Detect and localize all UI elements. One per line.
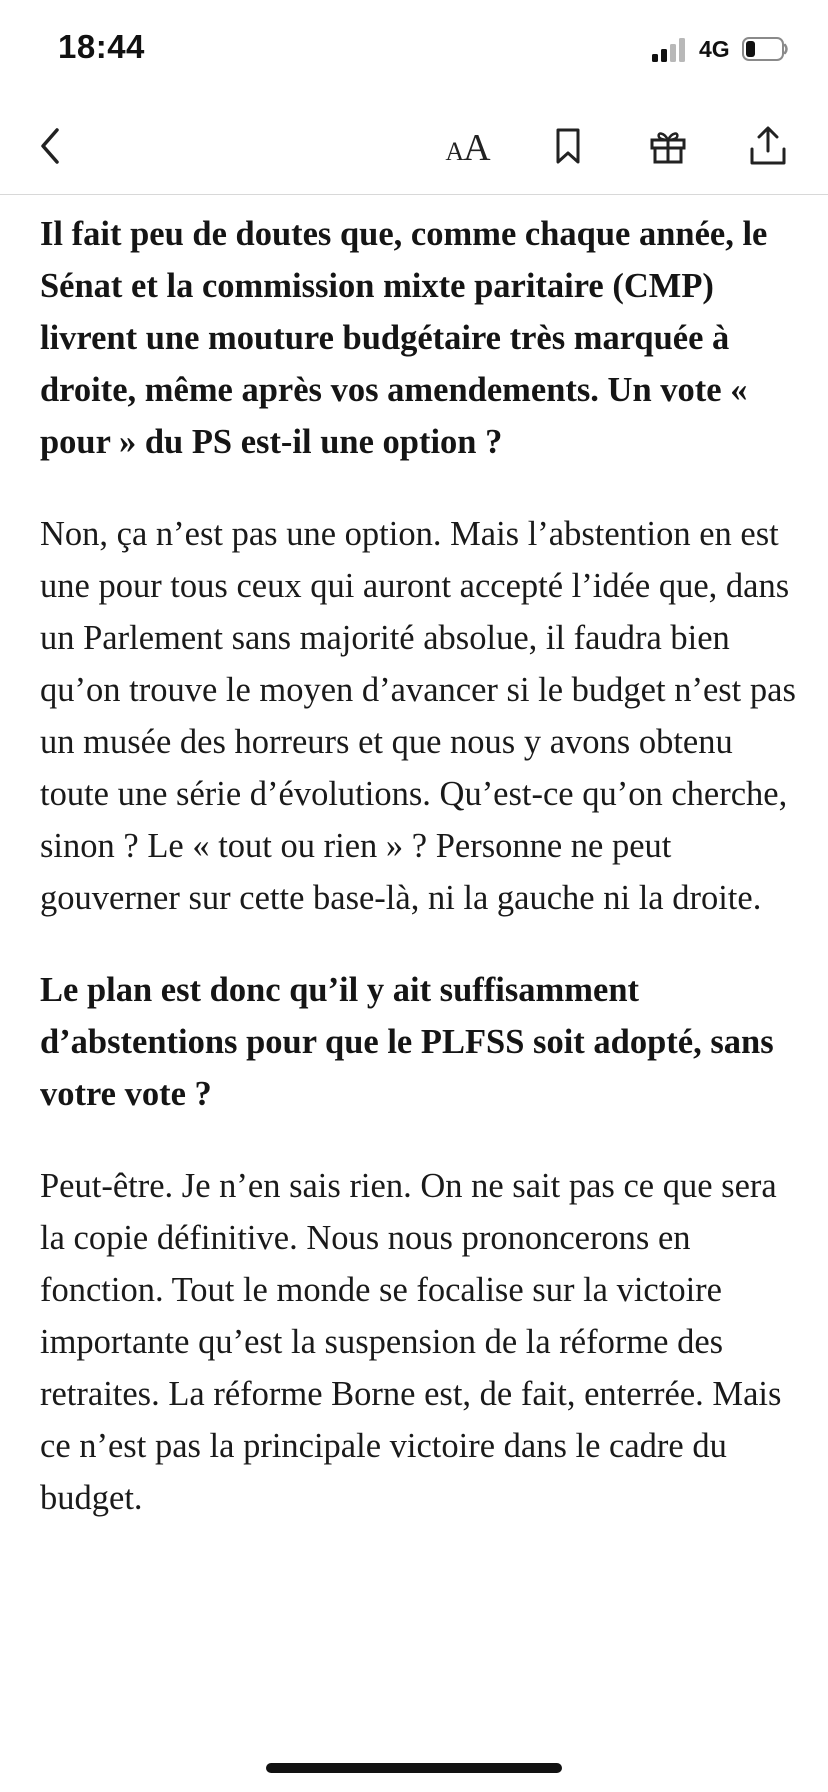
chevron-left-icon — [35, 126, 65, 171]
interview-question: Le plan est donc qu’il y ait suffisamment d’abstentions pour que le PLFSS soit adopté, sans votre vote ? — [40, 971, 774, 1113]
article-toolbar — [0, 100, 828, 195]
interview-answer: Non, ça n’est pas une option. Mais l’abstention en est une pour tous ceux qui auront accepté l’idée que, dans un Parlement sans majorité absolue, il faudra bien qu’on trouve le moyen d’avancer si le budget n’est pas un musée des horreurs et que nous y avons obtenu toute une série d’évolutions. Qu’est-ce qu’on cherche, sinon ? Le « tout ou rien » ? Personne ne peut gouverner sur cette base-là, ni la gauche ni la droite. — [40, 515, 796, 917]
cellular-signal-icon — [652, 38, 692, 62]
share-button[interactable] — [742, 122, 794, 174]
font-size-button[interactable] — [442, 122, 494, 174]
gift-icon — [648, 126, 688, 171]
network-type-label: 4G — [699, 36, 730, 62]
font-size-icon: AA — [445, 127, 491, 169]
battery-low-icon — [742, 37, 788, 61]
status-time: 18:44 — [58, 28, 145, 65]
status-bar — [0, 0, 828, 100]
interview-question: Il fait peu de doutes que, comme chaque année, le Sénat et la commission mixte paritaire (CMP) livrent une mouture budgétaire très marquée à droite, même après vos amendements. Un vote « pour » du PS est-il une option ? — [40, 215, 768, 461]
bookmark-icon — [553, 126, 583, 171]
article-body — [40, 208, 800, 1564]
interview-answer: Peut-être. Je n’en sais rien. On ne sait pas ce que sera la copie définitive. Nous nous prononcerons en fonction. Tout le monde se focalise sur la victoire importante qu’est la suspension de la réforme des retraites. La réforme Borne est, de fait, enterrée. Mais ce n’est pas la principale victoire dans le cadre du budget. — [40, 1167, 782, 1517]
share-icon — [748, 125, 788, 172]
home-indicator[interactable] — [266, 1763, 562, 1773]
gift-button[interactable] — [642, 122, 694, 174]
back-button[interactable] — [24, 122, 76, 174]
bookmark-button[interactable] — [542, 122, 594, 174]
